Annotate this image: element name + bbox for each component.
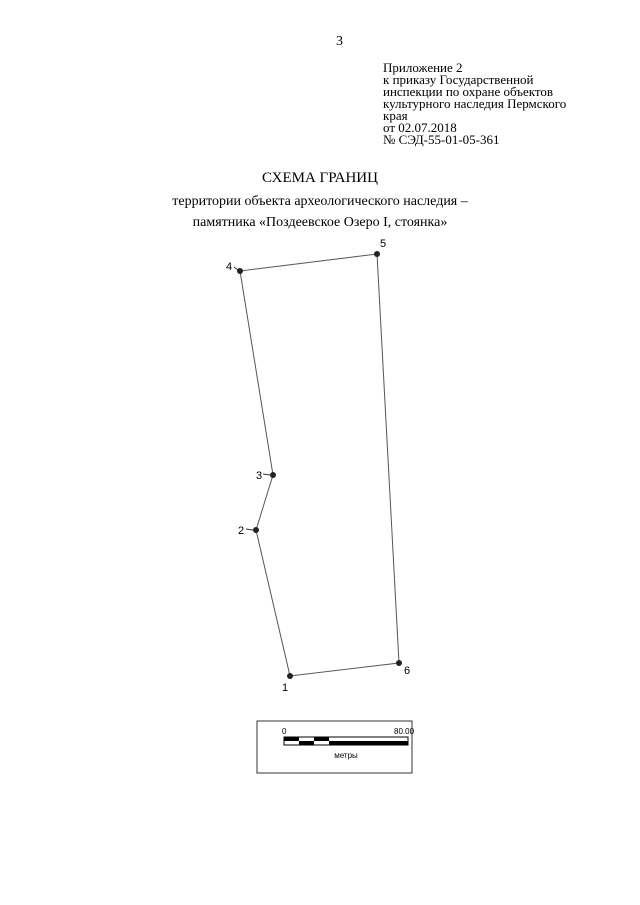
- point-label-3: 3: [256, 470, 263, 482]
- scale-start-label: 0: [282, 727, 287, 736]
- boundary-point-3: [270, 472, 276, 478]
- boundary-point-2: [253, 527, 259, 533]
- territory-boundary: [240, 254, 399, 676]
- subtitle-line-2: памятника «Поздеевское Озеро I, стоянка»: [192, 215, 448, 230]
- page-number: 3: [336, 34, 343, 49]
- appendix-line-1: Приложение 2: [383, 60, 463, 75]
- leader-3: [263, 474, 270, 475]
- leader-2: [246, 529, 253, 530]
- boundary-point-5: [374, 251, 380, 257]
- point-label-6: 6: [404, 665, 411, 677]
- scheme-title: СХЕМА ГРАНИЦ: [262, 170, 378, 186]
- boundary-point-6: [396, 660, 402, 666]
- appendix-line-5: края: [383, 108, 408, 123]
- boundary-point-1: [287, 673, 293, 679]
- appendix-line-7: № СЭД-55-01-05-361: [383, 132, 500, 147]
- point-label-2: 2: [238, 525, 245, 537]
- scale-end-label: 80.00: [394, 727, 415, 736]
- appendix-line-3: инспекции по охране объектов: [383, 84, 554, 99]
- appendix-line-6: от 02.07.2018: [383, 120, 457, 135]
- scale-bar-frame: [257, 721, 412, 773]
- leader-4: [234, 267, 238, 270]
- appendix-line-4: культурного наследия Пермского: [383, 96, 567, 111]
- point-label-4: 4: [226, 261, 233, 273]
- boundary-point-4: [237, 268, 243, 274]
- scale-unit-label: метры: [334, 751, 358, 760]
- appendix-line-2: к приказу Государственной: [383, 72, 534, 87]
- scale-bar: [284, 737, 408, 745]
- point-label-1: 1: [282, 682, 289, 694]
- point-label-5: 5: [380, 238, 387, 250]
- subtitle-line-1: территории объекта археологического наследия –: [172, 194, 468, 209]
